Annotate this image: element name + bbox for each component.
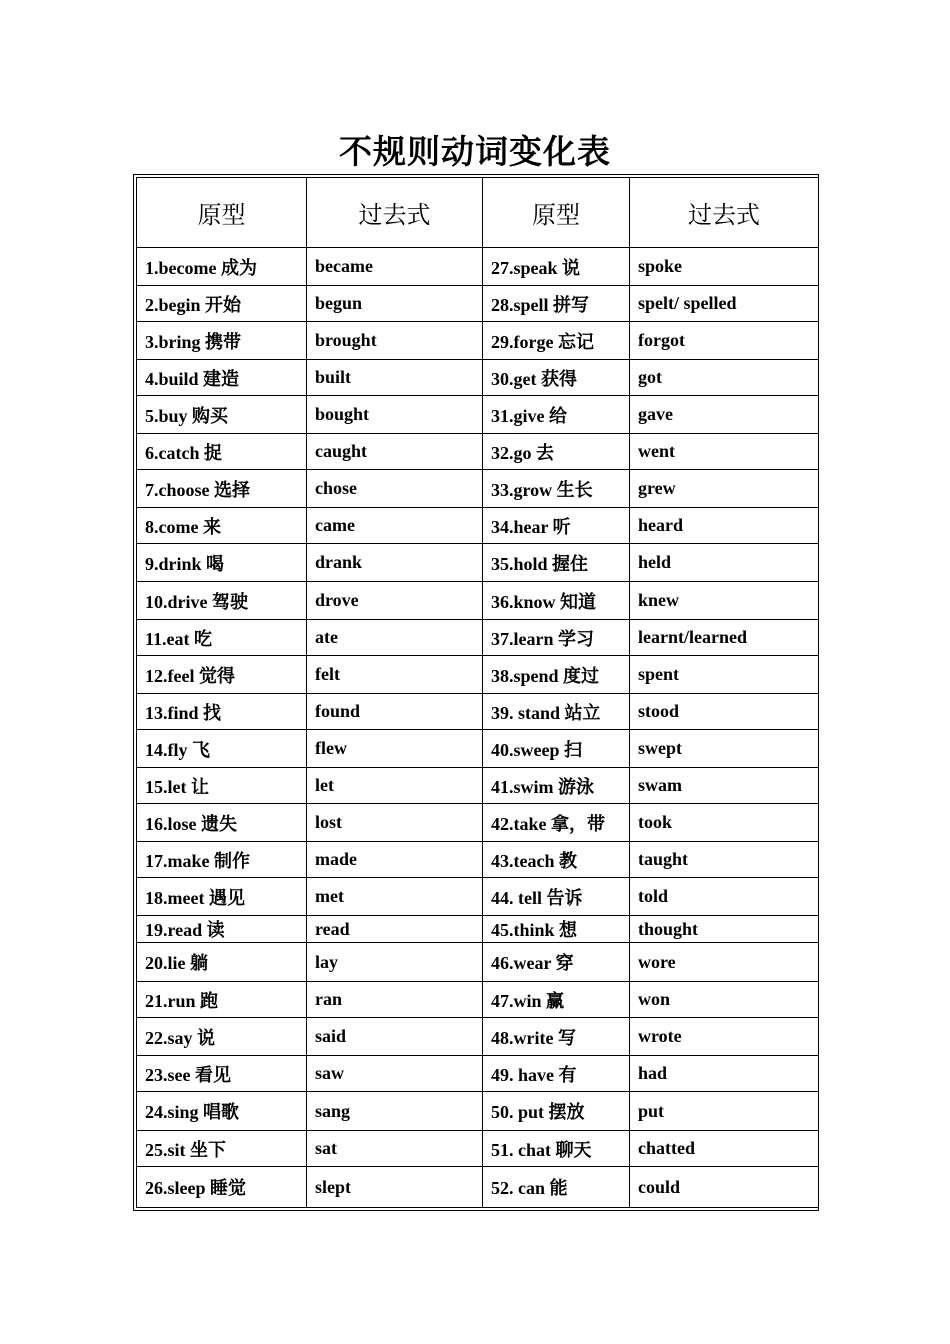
- base-form-cell: 16.lose 遗失: [137, 804, 307, 842]
- past-tense-cell: thought: [630, 916, 819, 943]
- past-tense-cell: said: [307, 1018, 483, 1056]
- base-form-cell: 36.know 知道: [483, 582, 630, 620]
- past-tense-cell: spent: [630, 656, 819, 694]
- past-tense-cell: sang: [307, 1092, 483, 1131]
- base-form-cell: 19.read 读: [137, 916, 307, 943]
- past-tense-cell: had: [630, 1056, 819, 1092]
- base-form-cell: 27.speak 说: [483, 248, 630, 286]
- past-tense-cell: brought: [307, 322, 483, 360]
- past-tense-cell: became: [307, 248, 483, 286]
- base-form-cell: 35.hold 握住: [483, 544, 630, 582]
- base-form-cell: 43.teach 教: [483, 842, 630, 878]
- header-past-tense-2: 过去式: [630, 178, 819, 248]
- past-tense-cell: felt: [307, 656, 483, 694]
- header-past-tense-1: 过去式: [307, 178, 483, 248]
- base-form-cell: 10.drive 驾驶: [137, 582, 307, 620]
- past-tense-cell: spoke: [630, 248, 819, 286]
- past-tense-cell: took: [630, 804, 819, 842]
- past-tense-cell: swam: [630, 768, 819, 804]
- past-tense-cell: flew: [307, 730, 483, 768]
- table-body: [137, 248, 819, 1208]
- table-row: [137, 1092, 819, 1131]
- table-row: [137, 730, 819, 768]
- table-row: [137, 582, 819, 620]
- base-form-cell: 39. stand 站立: [483, 694, 630, 730]
- base-form-cell: 34.hear 听: [483, 508, 630, 544]
- base-form-cell: 11.eat 吃: [137, 620, 307, 656]
- past-tense-cell: taught: [630, 842, 819, 878]
- past-tense-cell: built: [307, 360, 483, 396]
- table-row: [137, 1167, 819, 1208]
- base-form-cell: 38.spend 度过: [483, 656, 630, 694]
- past-tense-cell: lost: [307, 804, 483, 842]
- past-tense-cell: forgot: [630, 322, 819, 360]
- table-row: [137, 804, 819, 842]
- table-row: [137, 248, 819, 286]
- table-row: [137, 842, 819, 878]
- past-tense-cell: learnt/learned: [630, 620, 819, 656]
- base-form-cell: 48.write 写: [483, 1018, 630, 1056]
- past-tense-cell: heard: [630, 508, 819, 544]
- base-form-cell: 21.run 跑: [137, 982, 307, 1018]
- table-row: [137, 1056, 819, 1092]
- past-tense-cell: read: [307, 916, 483, 943]
- past-tense-cell: sat: [307, 1131, 483, 1167]
- past-tense-cell: grew: [630, 470, 819, 508]
- past-tense-cell: met: [307, 878, 483, 916]
- base-form-cell: 23.see 看见: [137, 1056, 307, 1092]
- base-form-cell: 3.bring 携带: [137, 322, 307, 360]
- table-row: [137, 768, 819, 804]
- base-form-cell: 7.choose 选择: [137, 470, 307, 508]
- base-form-cell: 52. can 能: [483, 1167, 630, 1208]
- page-title: 不规则动词变化表: [339, 132, 611, 171]
- base-form-cell: 40.sweep 扫: [483, 730, 630, 768]
- base-form-cell: 24.sing 唱歌: [137, 1092, 307, 1131]
- table-row: [137, 656, 819, 694]
- past-tense-cell: ran: [307, 982, 483, 1018]
- table-row: [137, 916, 819, 943]
- base-form-cell: 15.let 让: [137, 768, 307, 804]
- past-tense-cell: went: [630, 434, 819, 470]
- base-form-cell: 13.find 找: [137, 694, 307, 730]
- base-form-cell: 44. tell 告诉: [483, 878, 630, 916]
- base-form-cell: 45.think 想: [483, 916, 630, 943]
- header-base-form-2: 原型: [483, 178, 630, 248]
- past-tense-cell: let: [307, 768, 483, 804]
- table-row: [137, 878, 819, 916]
- past-tense-cell: found: [307, 694, 483, 730]
- base-form-cell: 32.go 去: [483, 434, 630, 470]
- table-row: [137, 508, 819, 544]
- past-tense-cell: wore: [630, 943, 819, 982]
- base-form-cell: 20.lie 躺: [137, 943, 307, 982]
- past-tense-cell: saw: [307, 1056, 483, 1092]
- table-row: [137, 1131, 819, 1167]
- base-form-cell: 33.grow 生长: [483, 470, 630, 508]
- table-row: [137, 470, 819, 508]
- past-tense-cell: put: [630, 1092, 819, 1131]
- base-form-cell: 25.sit 坐下: [137, 1131, 307, 1167]
- base-form-cell: 2.begin 开始: [137, 286, 307, 322]
- base-form-cell: 6.catch 捉: [137, 434, 307, 470]
- past-tense-cell: bought: [307, 396, 483, 434]
- base-form-cell: 30.get 获得: [483, 360, 630, 396]
- base-form-cell: 41.swim 游泳: [483, 768, 630, 804]
- past-tense-cell: chatted: [630, 1131, 819, 1167]
- table-row: [137, 322, 819, 360]
- past-tense-cell: told: [630, 878, 819, 916]
- table-row: [137, 982, 819, 1018]
- table-row: [137, 286, 819, 322]
- base-form-cell: 12.feel 觉得: [137, 656, 307, 694]
- base-form-cell: 5.buy 购买: [137, 396, 307, 434]
- past-tense-cell: chose: [307, 470, 483, 508]
- past-tense-cell: drank: [307, 544, 483, 582]
- base-form-cell: 31.give 给: [483, 396, 630, 434]
- past-tense-cell: drove: [307, 582, 483, 620]
- base-form-cell: 29.forge 忘记: [483, 322, 630, 360]
- past-tense-cell: gave: [630, 396, 819, 434]
- past-tense-cell: held: [630, 544, 819, 582]
- past-tense-cell: begun: [307, 286, 483, 322]
- table-row: [137, 544, 819, 582]
- past-tense-cell: stood: [630, 694, 819, 730]
- table-header-row: [137, 178, 819, 248]
- base-form-cell: 22.say 说: [137, 1018, 307, 1056]
- base-form-cell: 50. put 摆放: [483, 1092, 630, 1131]
- verb-table-frame: [133, 174, 819, 1211]
- past-tense-cell: made: [307, 842, 483, 878]
- past-tense-cell: slept: [307, 1167, 483, 1208]
- table-row: [137, 694, 819, 730]
- base-form-cell: 18.meet 遇见: [137, 878, 307, 916]
- base-form-cell: 8.come 来: [137, 508, 307, 544]
- table-row: [137, 434, 819, 470]
- past-tense-cell: could: [630, 1167, 819, 1208]
- base-form-cell: 9.drink 喝: [137, 544, 307, 582]
- past-tense-cell: ate: [307, 620, 483, 656]
- table-row: [137, 396, 819, 434]
- irregular-verb-table: [136, 177, 819, 1208]
- past-tense-cell: got: [630, 360, 819, 396]
- base-form-cell: 4.build 建造: [137, 360, 307, 396]
- base-form-cell: 47.win 赢: [483, 982, 630, 1018]
- past-tense-cell: spelt/ spelled: [630, 286, 819, 322]
- table-row: [137, 1018, 819, 1056]
- base-form-cell: 46.wear 穿: [483, 943, 630, 982]
- past-tense-cell: won: [630, 982, 819, 1018]
- table-row: [137, 620, 819, 656]
- base-form-cell: 17.make 制作: [137, 842, 307, 878]
- past-tense-cell: came: [307, 508, 483, 544]
- base-form-cell: 1.become 成为: [137, 248, 307, 286]
- base-form-cell: 51. chat 聊天: [483, 1131, 630, 1167]
- past-tense-cell: lay: [307, 943, 483, 982]
- base-form-cell: 26.sleep 睡觉: [137, 1167, 307, 1208]
- past-tense-cell: wrote: [630, 1018, 819, 1056]
- base-form-cell: 49. have 有: [483, 1056, 630, 1092]
- past-tense-cell: caught: [307, 434, 483, 470]
- past-tense-cell: swept: [630, 730, 819, 768]
- table-row: [137, 360, 819, 396]
- past-tense-cell: knew: [630, 582, 819, 620]
- base-form-cell: 28.spell 拼写: [483, 286, 630, 322]
- base-form-cell: 42.take 拿，带: [483, 804, 630, 842]
- table-row: [137, 943, 819, 982]
- base-form-cell: 14.fly 飞: [137, 730, 307, 768]
- header-base-form-1: 原型: [137, 178, 307, 248]
- base-form-cell: 37.learn 学习: [483, 620, 630, 656]
